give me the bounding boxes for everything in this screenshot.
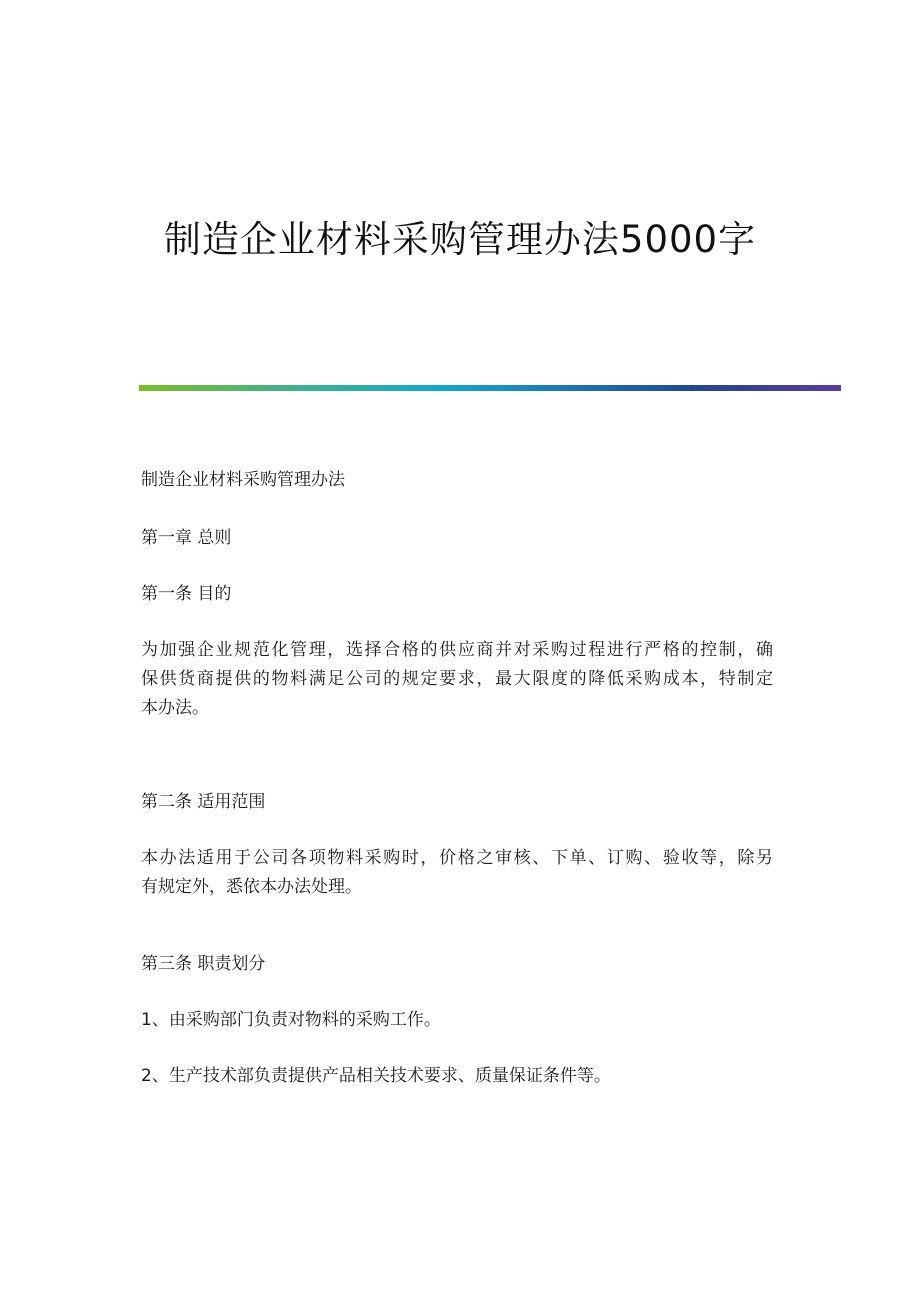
chapter-heading: 第一章 总则 <box>141 528 232 548</box>
article-3-title: 第三条 职责划分 <box>141 954 266 974</box>
gradient-divider <box>139 385 841 391</box>
article-2-paragraph <box>141 844 773 902</box>
document-heading: 制造企业材料采购管理办法 <box>141 470 345 490</box>
article-2-title: 第二条 适用范围 <box>141 792 266 812</box>
article-1-title: 第一条 目的 <box>141 584 232 604</box>
paragraph-line: 本办法。 <box>141 698 209 718</box>
paragraph-line: 为加强企业规范化管理，选择合格的供应商并对采购过程进行严格的控制，确 <box>141 640 773 660</box>
list-item: 1、由采购部门负责对物料的采购工作。 <box>141 1010 441 1030</box>
list-item: 2、生产技术部负责提供产品相关技术要求、质量保证条件等。 <box>141 1066 611 1086</box>
paragraph-line: 本办法适用于公司各项物料采购时，价格之审核、下单、订购、验收等，除另 <box>141 848 773 868</box>
paragraph-line: 保供货商提供的物料满足公司的规定要求，最大限度的降低采购成本，特制定 <box>141 669 773 689</box>
article-1-paragraph <box>141 636 773 723</box>
document-title: 制造企业材料采购管理办法5000字 <box>163 218 757 261</box>
paragraph-line: 有规定外，悉依本办法处理。 <box>141 877 362 897</box>
